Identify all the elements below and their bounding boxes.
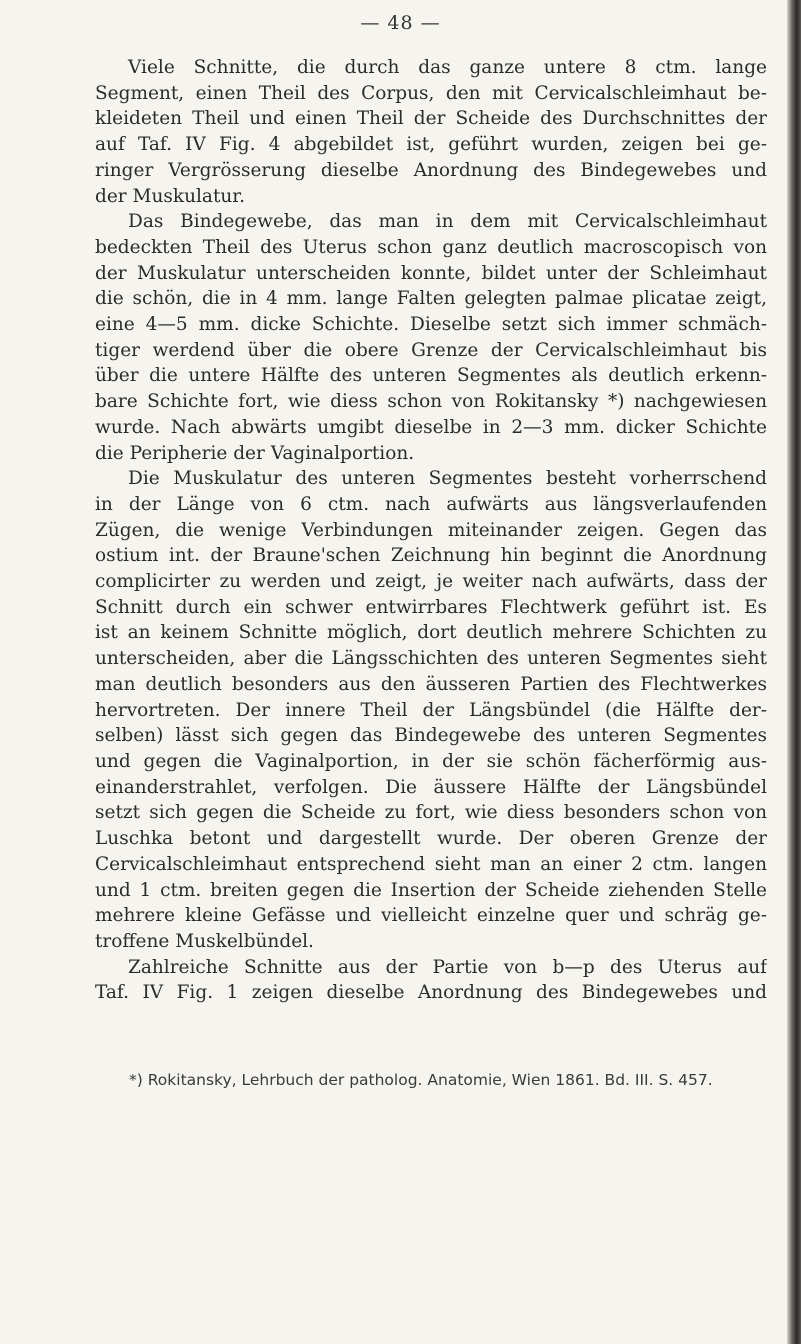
text-line: wurde. Nach abwärts umgibt dieselbe in 2—3 mm. dicker Schichte bbox=[95, 416, 767, 438]
text-line: ringer Vergrösserung dieselbe Anordnung des Bindegewebes und bbox=[95, 159, 767, 181]
text-line: Zahlreiche Schnitte aus der Partie von b—p des Uterus auf bbox=[128, 956, 767, 978]
text-line: die schön, die in 4 mm. lange Falten gelegten palmae plicatae zeigt, bbox=[95, 288, 767, 310]
text-line: tiger werdend über die obere Grenze der Cervicalschleimhaut bis bbox=[95, 339, 767, 361]
page-number: — 48 — bbox=[360, 12, 441, 34]
text-line: Die Muskulatur des unteren Segmentes besteht vorherrschend bbox=[128, 468, 767, 490]
body-text bbox=[95, 55, 767, 1006]
text-line: Luschka betont und dargestellt wurde. Der oberen Grenze der bbox=[95, 828, 767, 850]
text-line: bedeckten Theil des Uterus schon ganz deutlich macroscopisch von bbox=[95, 236, 767, 258]
text-line: über die untere Hälfte des unteren Segmentes als deutlich erkenn- bbox=[95, 365, 767, 387]
text-line: der Muskulatur unterscheiden konnte, bildet unter der Schleimhaut bbox=[95, 262, 767, 284]
text-line: Das Bindegewebe, das man in dem mit Cervicalschleimhaut bbox=[128, 211, 767, 233]
text-line: troffene Muskelbündel. bbox=[95, 930, 314, 952]
footnote: *) Rokitansky, Lehrbuch der patholog. Anatomie, Wien 1861. Bd. III. S. 457. bbox=[129, 1071, 713, 1089]
text-line: ist an keinem Schnitte möglich, dort deutlich mehrere Schichten zu bbox=[95, 622, 767, 644]
text-line: unterscheiden, aber die Längsschichten des unteren Segmentes sieht bbox=[95, 648, 767, 670]
text-line: Viele Schnitte, die durch das ganze untere 8 ctm. lange bbox=[128, 57, 767, 78]
page-binding-edge bbox=[787, 0, 801, 1344]
text-line: complicirter zu werden und zeigt, je weiter nach aufwärts, dass der bbox=[95, 571, 767, 593]
text-line: Schnitt durch ein schwer entwirrbares Flechtwerk geführt ist. Es bbox=[95, 596, 767, 618]
text-line: mehrere kleine Gefässe und vielleicht einzelne quer und schräg ge- bbox=[95, 905, 767, 927]
text-line: der Muskulatur. bbox=[95, 185, 245, 207]
text-line: man deutlich besonders aus den äusseren Partien des Flechtwerkes bbox=[95, 673, 767, 695]
text-line: kleideten Theil und einen Theil der Scheide des Durchschnittes der bbox=[95, 108, 767, 130]
text-line: einanderstrahlet, verfolgen. Die äussere Hälfte der Längsbündel bbox=[95, 776, 767, 798]
text-line: und gegen die Vaginalportion, in der sie schön fächerförmig aus- bbox=[95, 750, 767, 772]
text-line: hervortreten. Der innere Theil der Längsbündel (die Hälfte der- bbox=[95, 699, 767, 721]
text-line: auf Taf. IV Fig. 4 abgebildet ist, geführt wurden, zeigen bei ge- bbox=[95, 134, 767, 156]
text-line: Segment, einen Theil des Corpus, den mit Cervicalschleimhaut be- bbox=[95, 82, 767, 104]
text-line: und 1 ctm. breiten gegen die Insertion der Scheide ziehenden Stelle bbox=[95, 879, 767, 901]
text-line: bare Schichte fort, wie diess schon von Rokitansky *) nachgewiesen bbox=[95, 391, 767, 413]
text-line: die Peripherie der Vaginalportion. bbox=[95, 442, 415, 464]
text-line: selben) lässt sich gegen das Bindegewebe des unteren Segmentes bbox=[95, 725, 767, 747]
text-line: eine 4—5 mm. dicke Schichte. Dieselbe setzt sich immer schmäch- bbox=[95, 314, 767, 336]
text-line: ostium int. der Braune'schen Zeichnung hin beginnt die Anordnung bbox=[95, 545, 767, 567]
text-line: Cervicalschleimhaut entsprechend sieht man an einer 2 ctm. langen bbox=[95, 853, 767, 875]
text-line: setzt sich gegen die Scheide zu fort, wie diess besonders schon von bbox=[95, 802, 767, 824]
text-line: Taf. IV Fig. 1 zeigen dieselbe Anordnung des Bindegewebes und bbox=[95, 982, 767, 1004]
text-line: Zügen, die wenige Verbindungen miteinander zeigen. Gegen das bbox=[95, 519, 767, 541]
text-line: in der Länge von 6 ctm. nach aufwärts aus längsverlaufenden bbox=[95, 493, 767, 515]
